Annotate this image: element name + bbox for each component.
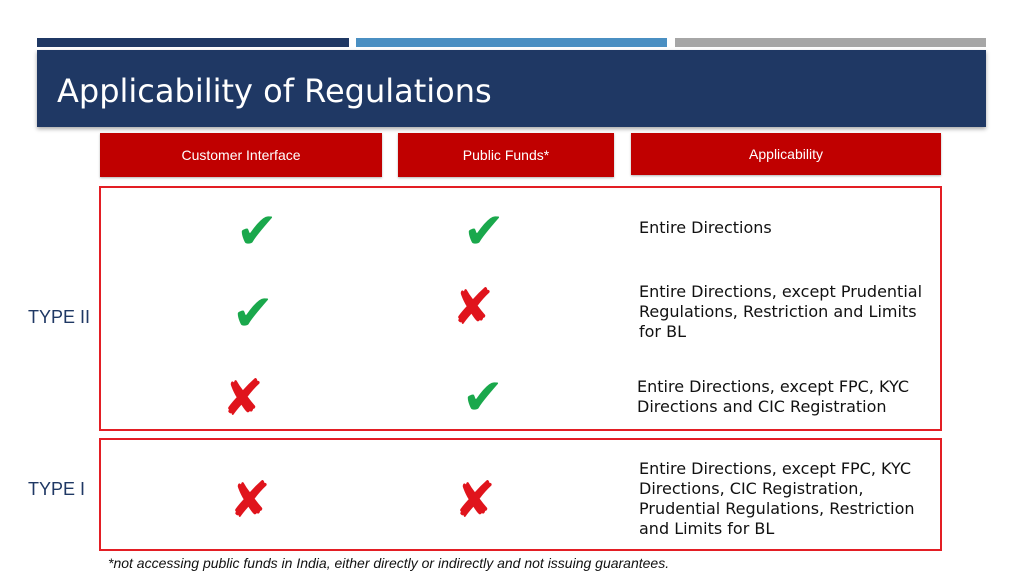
type1-label: TYPE I [28,479,86,499]
header-applicability: Applicability [631,133,941,175]
check-icon: ✔ [232,284,274,342]
applicability-text: Entire Directions, except FPC, KYC Directions, CIC Registration, Prudential Regulations, Restriction and Limits for BL [639,459,915,538]
applicability-text: Entire Directions, except Prudential Regulations, Restriction and Limits for BL [639,282,923,341]
slide-title: Applicability of Regulations [57,72,492,110]
header-customer-interface: Customer Interface [100,133,382,177]
check-icon: ✔ [462,368,504,426]
check-icon: ✔ [463,202,505,260]
cross-icon: ✘ [452,278,494,336]
accent-bar-dark-blue [37,38,349,47]
cross-icon: ✘ [222,369,264,427]
cross-icon: ✘ [229,471,271,529]
check-icon: ✔ [236,202,278,260]
header-public-funds: Public Funds* [398,133,614,177]
applicability-text: Entire Directions, except FPC, KYC Directions and CIC Registration [637,377,910,416]
cross-icon: ✘ [454,471,496,529]
accent-bar-gray [675,38,986,47]
accent-bar-light-blue [356,38,667,47]
footnote: *not accessing public funds in India, either directly or indirectly and not issuing guarantees. [108,555,670,571]
title-band [37,50,986,127]
applicability-text: Entire Directions [639,218,772,237]
type2-label: TYPE II [28,307,91,327]
